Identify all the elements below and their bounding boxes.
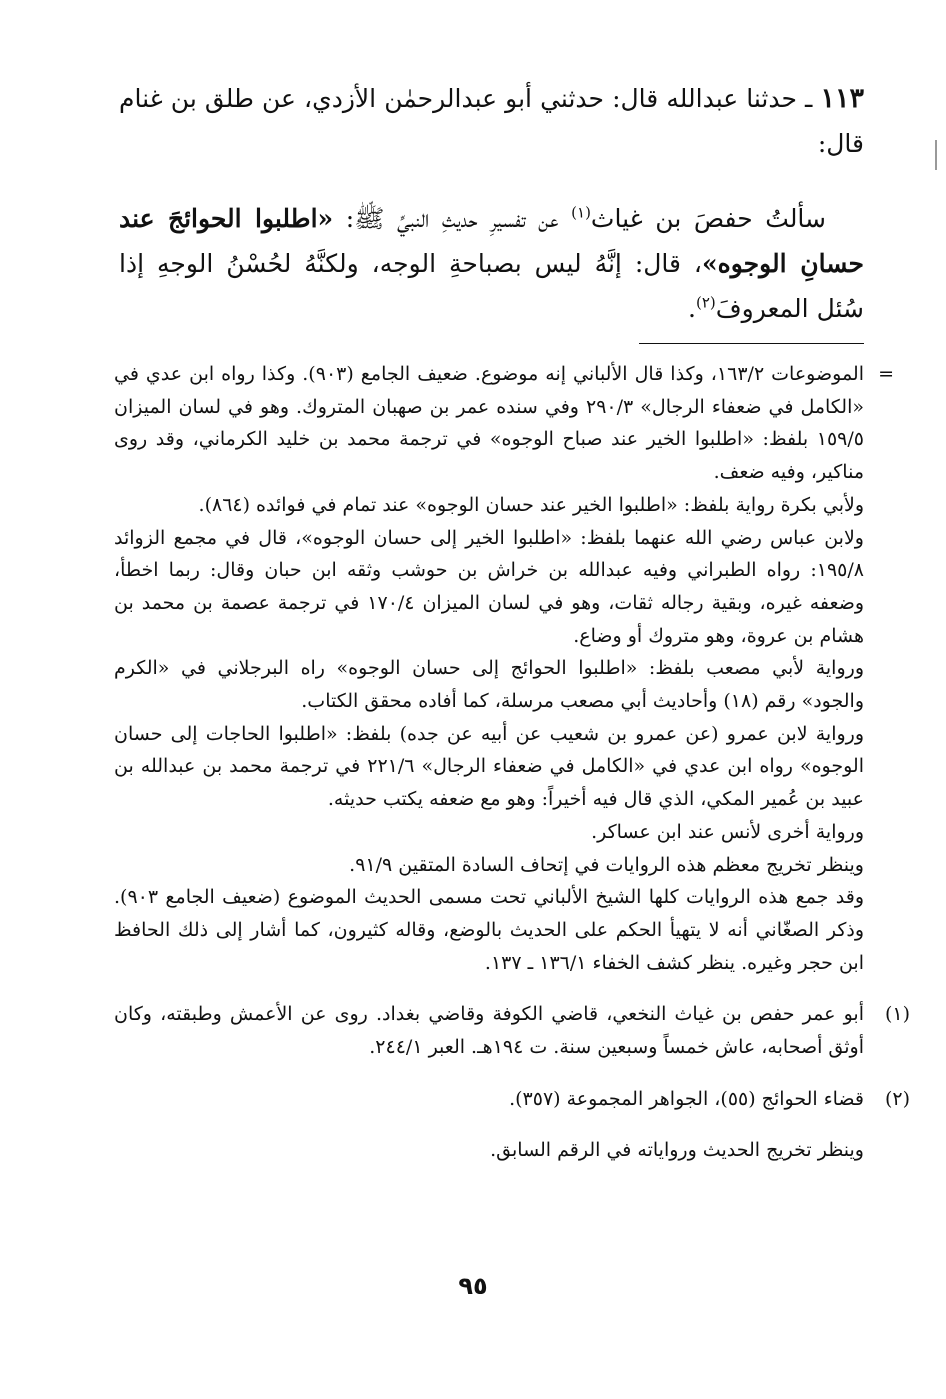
scan-edge-mark <box>935 140 937 170</box>
matn-end: . <box>688 294 696 323</box>
footnote-ref-2: (٢) <box>695 293 716 312</box>
matn-paragraph <box>119 196 864 331</box>
main-text <box>119 76 864 331</box>
footnote-paragraph: وقد جمع هذه الروايات كلها الشيخ الألباني تحت مسمى الحديث الموضوع (ضعيف الجامع ٩٠٣). وذكر الصغّاني أنه لا يتهيأ الحكم على الحديث بالوضع، وقاله كثيرون، كما أشار إلى ذلك الحافظ ابن حجر وغيره. ينظر كشف الخفاء ١٣٦/١ ـ ١٣٧. <box>114 886 864 974</box>
page-number: ٩٥ <box>458 1272 488 1300</box>
footnote-2-marker: (٢) <box>884 1087 910 1110</box>
footnote-2-text: قضاء الحوائج (٥٥)، الجواهر المجموعة (٣٥٧). <box>509 1087 864 1110</box>
footnote-2 <box>114 1083 910 1167</box>
footnote-paragraph: وينظر تخريج معظم هذه الروايات في إتحاف السادة المتقين ٩١/٩. <box>349 853 864 876</box>
footnote-1-marker: (١) <box>884 1003 910 1026</box>
continuation-marker: = <box>878 363 894 385</box>
footnote-2-extra: وينظر تخريج الحديث ورواياته في الرقم السابق. <box>490 1139 864 1162</box>
matn-part-3: ، قال: إنَّهُ ليس بصباحةِ الوجه، ولكنَّهُ لحُسْنُ الوجهِ إذا سُئل المعروفَ <box>119 249 864 323</box>
isnad-paragraph <box>119 76 864 166</box>
footnote-paragraph: ولابن عباس رضي الله عنهما بلفظ: «اطلبوا الخير إلى حسان الوجوه»، قال في مجمع الزوائد ١٩٥/٨: رواه الطبراني وفيه عبدالله بن خراش بن حوشب وثقه ابن حبان وقال: ربما اخطأ، وضعفه غيره، وبقية رجاله ثقات، وهو في لسان الميزان ١٧٠/٤ في ترجمة عصمة بن محمد بن هشام بن عروة، وهو متروك أو وضاع. <box>114 526 864 647</box>
footnotes <box>114 358 910 1186</box>
footnote-paragraph: ورواية لأبي مصعب بلفظ: «اطلبوا الحوائج إلى حسان الوجوه» راه البرجلاني في «الكرم والجود» رقم (١٨) وأحاديث أبي مصعب مرسلة، كما أفاده محقق الكتاب. <box>114 657 864 713</box>
hadith-quote: «اطلبوا الحوائجَ عند حسانِ الوجوه» <box>119 204 864 278</box>
footnote-paragraph: ورواية أخرى لأنس عند ابن عساكر. <box>591 820 864 843</box>
matn-part-1: سألتُ حفصَ بن غياث <box>590 204 826 233</box>
isnad-text: ـ حدثنا عبدالله قال: حدثني أبو عبدالرحمٰن الأزدي، عن طلق بن غنام قال: <box>119 84 864 158</box>
footnote-paragraph: ولأبي بكرة رواية بلفظ: «اطلبوا الخير عند حسان الوجوه» عند تمام في فوائده (٨٦٤). <box>198 493 864 516</box>
footnote-paragraph: الموضوعات ١٦٣/٢، وكذا قال الألباني إنه موضوع. ضعيف الجامع (٩٠٣). وكذا رواه ابن عدي في «الكامل في ضعفاء الرجال» ٢٩٠/٣ وفي سنده عمر بن صهبان المتروك. وهو في لسان الميزان ١٥٩/٥ بلفظ: «اطلبوا الخير عند صباح الوجوه» في ترجمة محمد بن خليد الكرماني، وقد روى مناكير، وفيه ضعف. <box>114 363 865 484</box>
footnote-1 <box>114 998 910 1063</box>
footnote-separator <box>639 343 864 344</box>
footnote-continuation <box>114 358 894 979</box>
footnote-1-text: أبو عمر حفص بن غياث النخعي، قاضي الكوفة وقاضي بغداد. روى عن الأعمش وطبقته، وكان أوثق أصحابه، عاش خمساً وسبعين سنة. ت ١٩٤هـ. العبر ٢٤٤/١. <box>114 1003 864 1059</box>
hadith-number: ١١٣ <box>820 83 864 114</box>
matn-part-2: عن تفسيرِ حديثِ النبيِّ ﷺ: <box>333 204 572 233</box>
footnote-ref-1: (١) <box>571 203 591 222</box>
footnote-paragraph: ورواية لابن عمرو (عن عمرو بن شعيب عن أبيه عن جده) بلفظ: «اطلبوا الحاجات إلى حسان الوجوه» رواه ابن عدي في «الكامل في ضعفاء الرجال» ٢٢١/٦ في ترجمة محمد بن عبدالله بن عبيد بن عُمير المكي، الذي قال فيه أخيراً: وهو مع ضعفه يكتب حديثه. <box>114 722 865 811</box>
